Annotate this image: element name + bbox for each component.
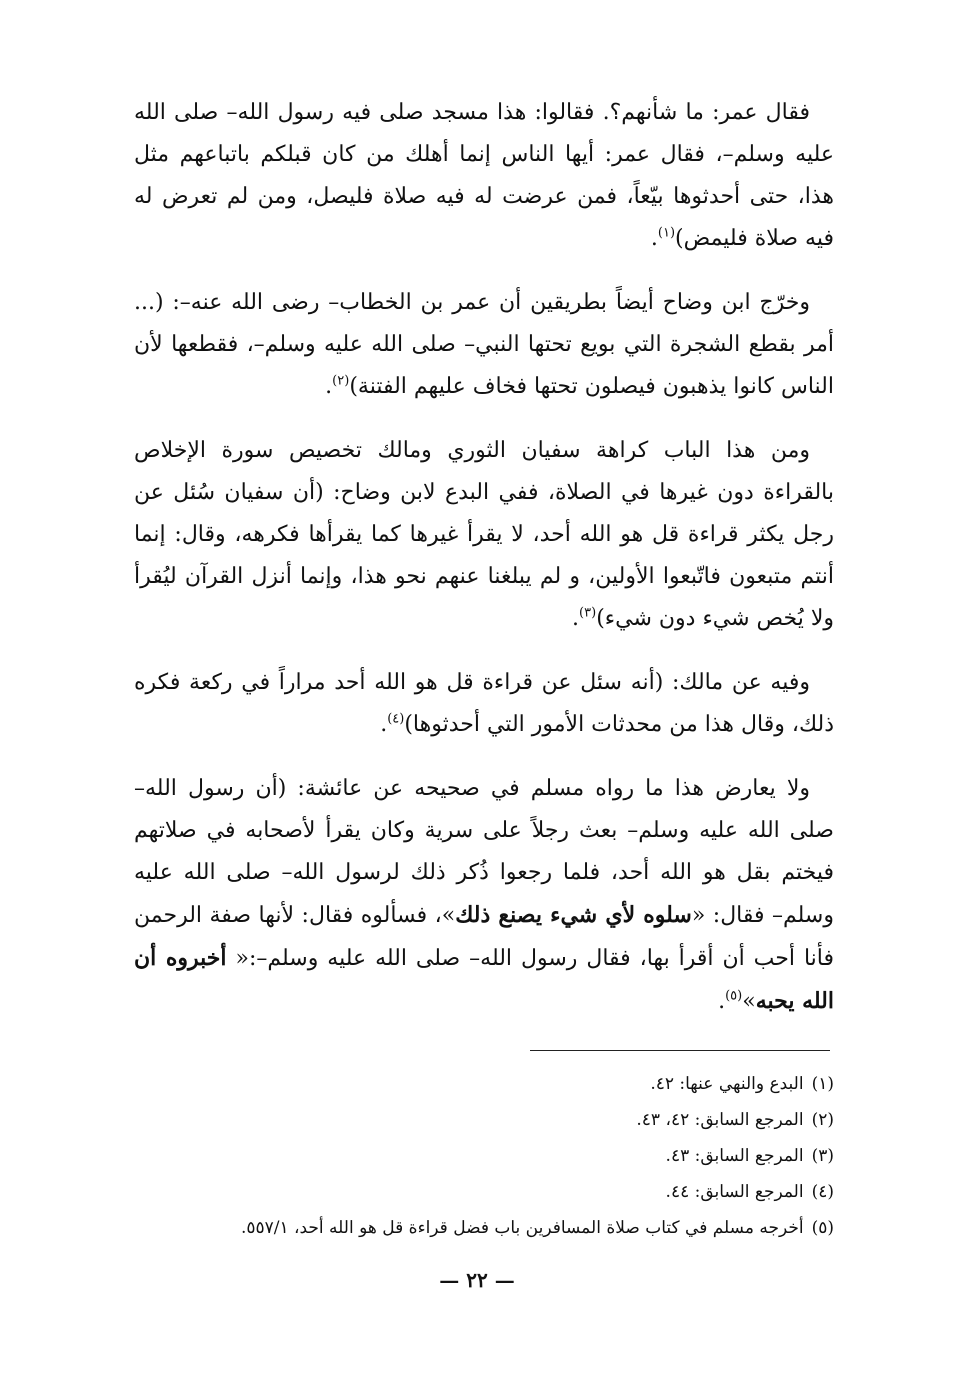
footnote-ref: (١) [657, 225, 676, 241]
footnote-separator [530, 1050, 830, 1051]
footnote [134, 1102, 834, 1138]
footnote-number: (٥) [811, 1218, 834, 1238]
footnote [134, 1210, 834, 1246]
footnote-ref: (٥) [725, 988, 743, 1004]
footnote-ref: (٣) [579, 605, 597, 621]
footnote-number: (٤) [811, 1182, 834, 1202]
footnote-text: المرجع السابق: ٤٢، ٤٣. [636, 1110, 804, 1130]
paragraph [134, 430, 834, 640]
paragraph-text: ومن هذا الباب كراهة سفيان الثوري ومالك تخصيص سورة الإخلاص بالقراءة دون غيرها في الصلاة، ففي البدع لابن وضاح: (أن سفيان سُئل عن رجل يكثر قراءة قل هو الله أحد، لا يقرأ غيرها كما يقرأها فكرهه، وقال: إنما أنتم متبعون فاتّبعوا الأولين، و لم يبلغنا عنهم نحو هذا، وإنما أنزل القرآن ليُقرأ ولا يُخص شيء دون شيء) [134, 438, 834, 631]
paragraph [134, 92, 834, 260]
footnote-text: البدع والنهي عنها: ٤٢. [650, 1074, 804, 1094]
footnote-number: (٣) [811, 1146, 834, 1166]
hadith-quote: أخبروه أن الله يحبه [134, 945, 834, 1014]
paragraph [134, 662, 834, 746]
paragraph-text: »، فسألوه فقال: لأنها صفة الرحمن فأنا أحب أن أقرأ بها، فقال رسول الله– صلى الله عليه وسلم–:« [134, 903, 834, 971]
footnote-text: المرجع السابق: ٤٣. [665, 1146, 804, 1166]
paragraph [134, 282, 834, 408]
footnote [134, 1174, 834, 1210]
footnotes [134, 1066, 834, 1246]
paragraph-text: » [742, 989, 756, 1014]
paragraph-text: . [572, 606, 580, 631]
footnote-text: أخرجه مسلم في كتاب صلاة المسافرين باب فضل قراءة قل هو الله أحد، ٥٥٧/١. [240, 1218, 804, 1238]
paragraph-text: . [325, 374, 333, 399]
paragraph-text: فقال عمر: ما شأنهم؟. فقالوا: هذا مسجد صلى فيه رسول الله– صلى الله عليه وسلم–، فقال عمر: أيها الناس إنما أهلك من كان قبلكم باتباعهم مثل هذا، حتى أحدثوها بيّعاً، فمن عرضت له فيه صلاة فليصل، ومن لم تعرض له فيه صلاة فليمض) [134, 100, 834, 251]
paragraph-text: وخرّج ابن وضاح أيضاً بطريقين أن عمر بن الخطاب– رضى الله عنه–: (... أمر بقطع الشجرة التي بويع تحتها النبي– صلى الله عليه وسلم–، فقطعها لأن الناس كانوا يذهبون فيصلون تحتها فخاف عليهم الفتنة) [134, 290, 834, 399]
footnote-ref: (٤) [387, 711, 405, 727]
paragraph-text: . [650, 226, 658, 251]
paragraph-text: وفيه عن مالك: (أنه سئل عن قراءة قل هو الله أحد مراراً في ركعة فكره ذلك، وقال هذا من محدثات الأمور التي أحدثوها) [134, 670, 834, 737]
footnote-text: المرجع السابق: ٤٤. [665, 1182, 804, 1202]
paragraph-text: . [380, 712, 388, 737]
footnote-number: (٢) [811, 1110, 834, 1130]
main-text [134, 92, 834, 1023]
hadith-quote: سلوه لأي شيء يصنع ذلك [455, 902, 692, 928]
footnote [134, 1138, 834, 1174]
footnote-ref: (٢) [332, 373, 350, 389]
paragraph-text: . [718, 989, 726, 1014]
footnote [134, 1066, 834, 1102]
paragraph [134, 768, 834, 1023]
page-number: — ٢٢ — [439, 1268, 515, 1292]
footnote-number: (١) [811, 1074, 834, 1094]
paragraph-text: ولا يعارض هذا ما رواه مسلم في صحيحه عن عائشة: (أن رسول الله– صلى الله عليه وسلم– بعث رجلاً على سرية وكان يقرأ لأصحابه في صلاتهم فيختم بقل هو الله أحد، فلما رجعوا ذُكر ذلك لرسول الله– صلى الله عليه وسلم– فقال: « [134, 776, 834, 928]
